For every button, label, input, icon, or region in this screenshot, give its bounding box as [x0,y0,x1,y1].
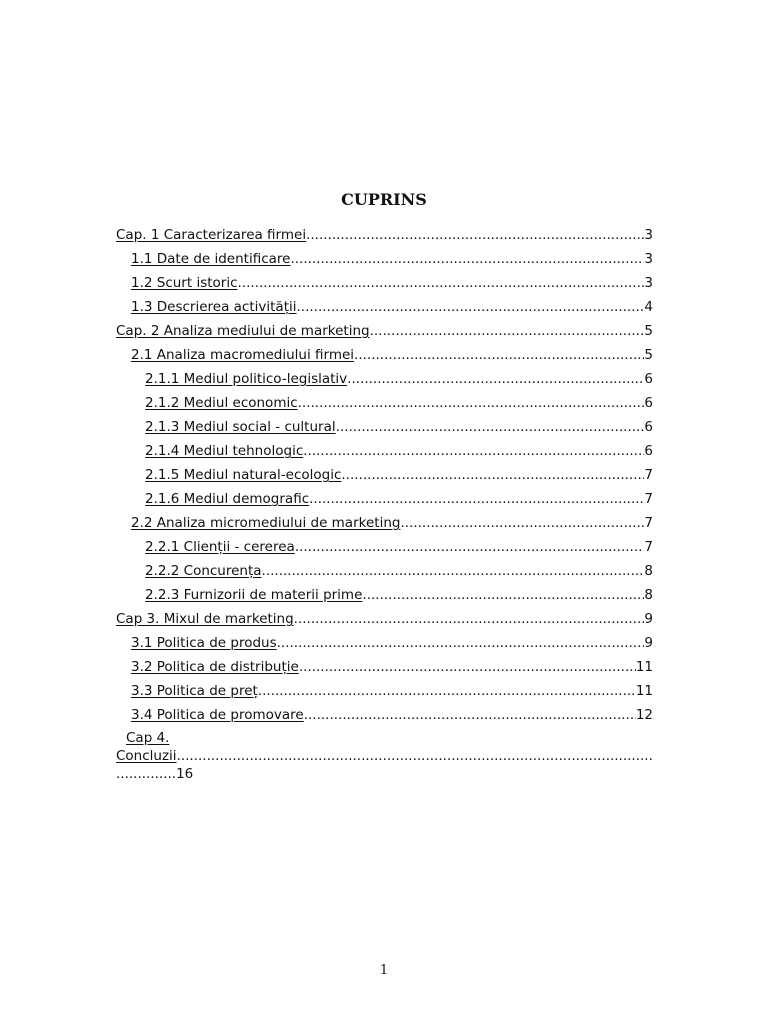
toc-entry-leader [297,297,645,317]
toc-entry-leader [303,441,644,461]
toc-entry-page: 3 [644,275,653,291]
toc-entry-label: 2.2.1 Clienții - cererea [145,539,295,555]
toc-entry[interactable] [116,489,653,513]
page-number: 1 [379,963,389,978]
toc-entry-page: 5 [644,323,653,339]
toc-entry[interactable] [116,537,653,561]
toc-entry-leader [262,561,645,581]
toc-entry-page: 9 [644,635,653,651]
toc-entry-leader [309,489,644,509]
toc-entry-page: 6 [644,371,653,387]
toc-entry[interactable] [116,321,653,345]
toc-entry-page: 7 [644,515,653,531]
toc-entry-cap-4-label: Concluzii [116,748,177,764]
toc-entry-leader [354,345,644,365]
toc-entry-cap-4-prefix: Cap 4. [126,730,170,746]
toc-entry-page: 7 [644,539,653,555]
toc-entry-leader [295,537,645,557]
toc-entry-label: Cap 3. Mixul de marketing [116,611,294,627]
toc-entry-leader [400,513,644,533]
toc-entry-leader [304,705,636,725]
toc-entry-page: 9 [644,611,653,627]
toc-entry-page: 5 [644,347,653,363]
toc-entry-leader [370,321,645,341]
toc-entry-label: 2.1 Analiza macromediului firmei [131,347,355,363]
toc-entry-label: 2.2.2 Concurența [145,563,262,579]
toc-entry[interactable] [116,609,653,633]
toc-entry-label: 2.1.1 Mediul politico-legislativ [145,371,348,387]
toc-entry-label: 2.2 Analiza micromediului de marketing [131,515,401,531]
toc-entry-page: 6 [644,443,653,459]
toc-entry[interactable] [116,345,653,369]
toc-entry-label: 2.1.6 Mediul demografic [145,491,310,507]
toc-entry[interactable] [116,225,653,249]
table-of-contents [116,225,653,783]
toc-entry-page: 6 [644,395,653,411]
toc-entry-label: 2.2.3 Furnizorii de materii prime [145,587,363,603]
toc-entry-leader [238,273,645,293]
toc-entry[interactable] [116,369,653,393]
toc-entry-leader [277,633,645,653]
toc-entry-leader [258,681,636,701]
toc-entry-label: Cap. 1 Caracterizarea firmei [116,227,307,243]
toc-entry[interactable] [116,705,653,729]
toc-entry-label: 1.1 Date de identificare [131,251,291,267]
toc-entry-cap-4-page: ..............16 [116,766,194,782]
toc-entry[interactable] [116,465,653,489]
toc-entry-page: 12 [635,707,653,723]
toc-entry[interactable] [116,297,653,321]
toc-entry-cap-4[interactable] [116,729,653,783]
toc-entry-label: 3.3 Politica de preț [131,683,258,699]
toc-entry-label: 3.1 Politica de produs [131,635,277,651]
toc-entry[interactable] [116,657,653,681]
toc-entry-page: 3 [644,227,653,243]
toc-entry[interactable] [116,393,653,417]
toc-entry[interactable] [116,441,653,465]
toc-entry-leader [341,465,644,485]
toc-entry-leader [299,657,636,677]
toc-entry-leader [294,609,645,629]
toc-entry-page: 8 [644,563,653,579]
toc-entry-label: 2.1.2 Mediul economic [145,395,298,411]
toc-entry-page: 11 [635,659,653,675]
toc-entry-leader [290,249,644,269]
toc-entry[interactable] [116,681,653,705]
toc-entry-label: 2.1.4 Mediul tehnologic [145,443,304,459]
toc-entry[interactable] [116,633,653,657]
toc-entry-leader [298,393,645,413]
toc-entry-page: 8 [644,587,653,603]
toc-entry[interactable] [116,417,653,441]
toc-entry[interactable] [116,513,653,537]
toc-entry-page: 6 [644,419,653,435]
toc-entry-page: 7 [644,491,653,507]
toc-entry-page: 4 [644,299,653,315]
toc-entry-label: 3.2 Politica de distribuție [131,659,299,675]
toc-entry-label: 2.1.5 Mediul natural-ecologic [145,467,342,483]
toc-entry[interactable] [116,249,653,273]
toc-entry-page: 3 [644,251,653,267]
toc-entry-label: 1.3 Descrierea activității [131,299,297,315]
toc-entry[interactable] [116,585,653,609]
toc-title: CUPRINS [341,190,427,209]
toc-entry-page: 11 [635,683,653,699]
toc-entry-leader [306,225,644,245]
toc-entry-label: 2.1.3 Mediul social - cultural [145,419,336,435]
toc-entry-leader [336,417,645,437]
toc-entry[interactable] [116,273,653,297]
toc-entry-cap-4-leader [177,747,653,765]
toc-entry-label: Cap. 2 Analiza mediului de marketing [116,323,370,339]
toc-entry-leader [362,585,644,605]
toc-entry-label: 3.4 Politica de promovare [131,707,304,723]
toc-entry-leader [347,369,644,389]
toc-entry[interactable] [116,561,653,585]
toc-entry-label: 1.2 Scurt istoric [131,275,238,291]
toc-entry-page: 7 [644,467,653,483]
